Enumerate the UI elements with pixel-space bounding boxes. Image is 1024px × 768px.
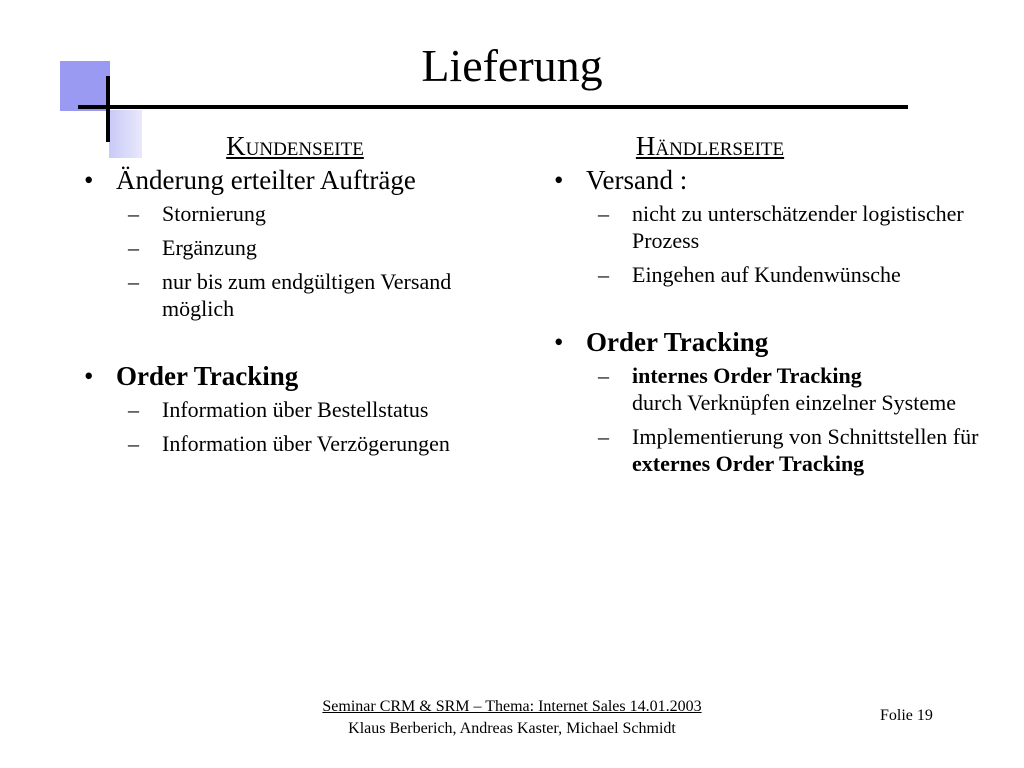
sub-list-item-label: Stornierung (162, 201, 266, 226)
list-item-label: Order Tracking (116, 361, 299, 391)
sub-list-item (586, 200, 1000, 254)
sub-list (116, 396, 510, 457)
sub-list-item-bold-text: internes Order Tracking (632, 363, 862, 388)
sub-list-item-text: durch Verknüpfen einzelner Systeme (632, 390, 956, 415)
sub-list-item (586, 261, 1000, 288)
left-bullet-list (70, 164, 510, 457)
right-column (540, 128, 1000, 484)
list-item (540, 326, 1000, 477)
list-item-label: Änderung erteilter Aufträge (116, 165, 416, 195)
slide-number: Folie 19 (880, 707, 933, 724)
list-item-label: Order Tracking (586, 327, 769, 357)
dash-icon: – (128, 397, 139, 422)
left-column (70, 128, 510, 464)
sub-list-item (116, 234, 510, 261)
sub-list-item (586, 423, 1000, 477)
list-item (540, 164, 1000, 288)
dash-icon: – (128, 235, 139, 260)
sub-list (586, 200, 1000, 288)
sub-list-item (116, 268, 510, 322)
right-bullet-list (540, 164, 1000, 477)
sub-list-item (586, 362, 1000, 416)
list-item (70, 360, 510, 457)
title-underline-rule (78, 105, 908, 109)
footer (262, 696, 762, 740)
sub-list-item-label: Eingehen auf Kundenwünsche (632, 262, 901, 287)
sub-list (116, 200, 510, 322)
footer-authors: Klaus Berberich, Andreas Kaster, Michael Schmidt (348, 720, 676, 737)
dash-icon: – (128, 201, 139, 226)
dash-icon: – (598, 363, 609, 388)
slide-title: Lieferung (421, 40, 603, 91)
sub-list-item-label: nur bis zum endgültigen Versand möglich (162, 269, 452, 321)
dash-icon: – (598, 424, 609, 449)
sub-list-item-label: Information über Bestellstatus (162, 397, 429, 422)
sub-list-item (116, 396, 510, 423)
list-item (70, 164, 510, 322)
bullet-icon: • (554, 165, 564, 195)
left-column-heading: Kundenseite (226, 131, 364, 161)
sub-list-item-text: Implementierung von Schnittstellen für (632, 424, 979, 449)
sub-list-item-bold-text: externes Order Tracking (632, 451, 865, 476)
sub-list-item-label: Ergänzung (162, 235, 257, 260)
dash-icon: – (128, 269, 139, 294)
list-item-label: Versand : (586, 165, 688, 195)
bullet-icon: • (84, 165, 94, 195)
sub-list (586, 362, 1000, 477)
dash-icon: – (598, 262, 609, 287)
sub-list-item (116, 430, 510, 457)
dash-icon: – (128, 431, 139, 456)
footer-seminar-title: Seminar CRM & SRM – Thema: Internet Sales 14.01.2003 (322, 698, 702, 715)
sub-list-item-label: nicht zu unterschätzender logistischer Prozess (632, 201, 964, 253)
bullet-icon: • (554, 327, 564, 357)
sub-list-item (116, 200, 510, 227)
dash-icon: – (598, 201, 609, 226)
bullet-icon: • (84, 361, 94, 391)
sub-list-item-label: Information über Verzögerungen (162, 431, 450, 456)
right-column-heading: Händlerseite (635, 131, 785, 161)
